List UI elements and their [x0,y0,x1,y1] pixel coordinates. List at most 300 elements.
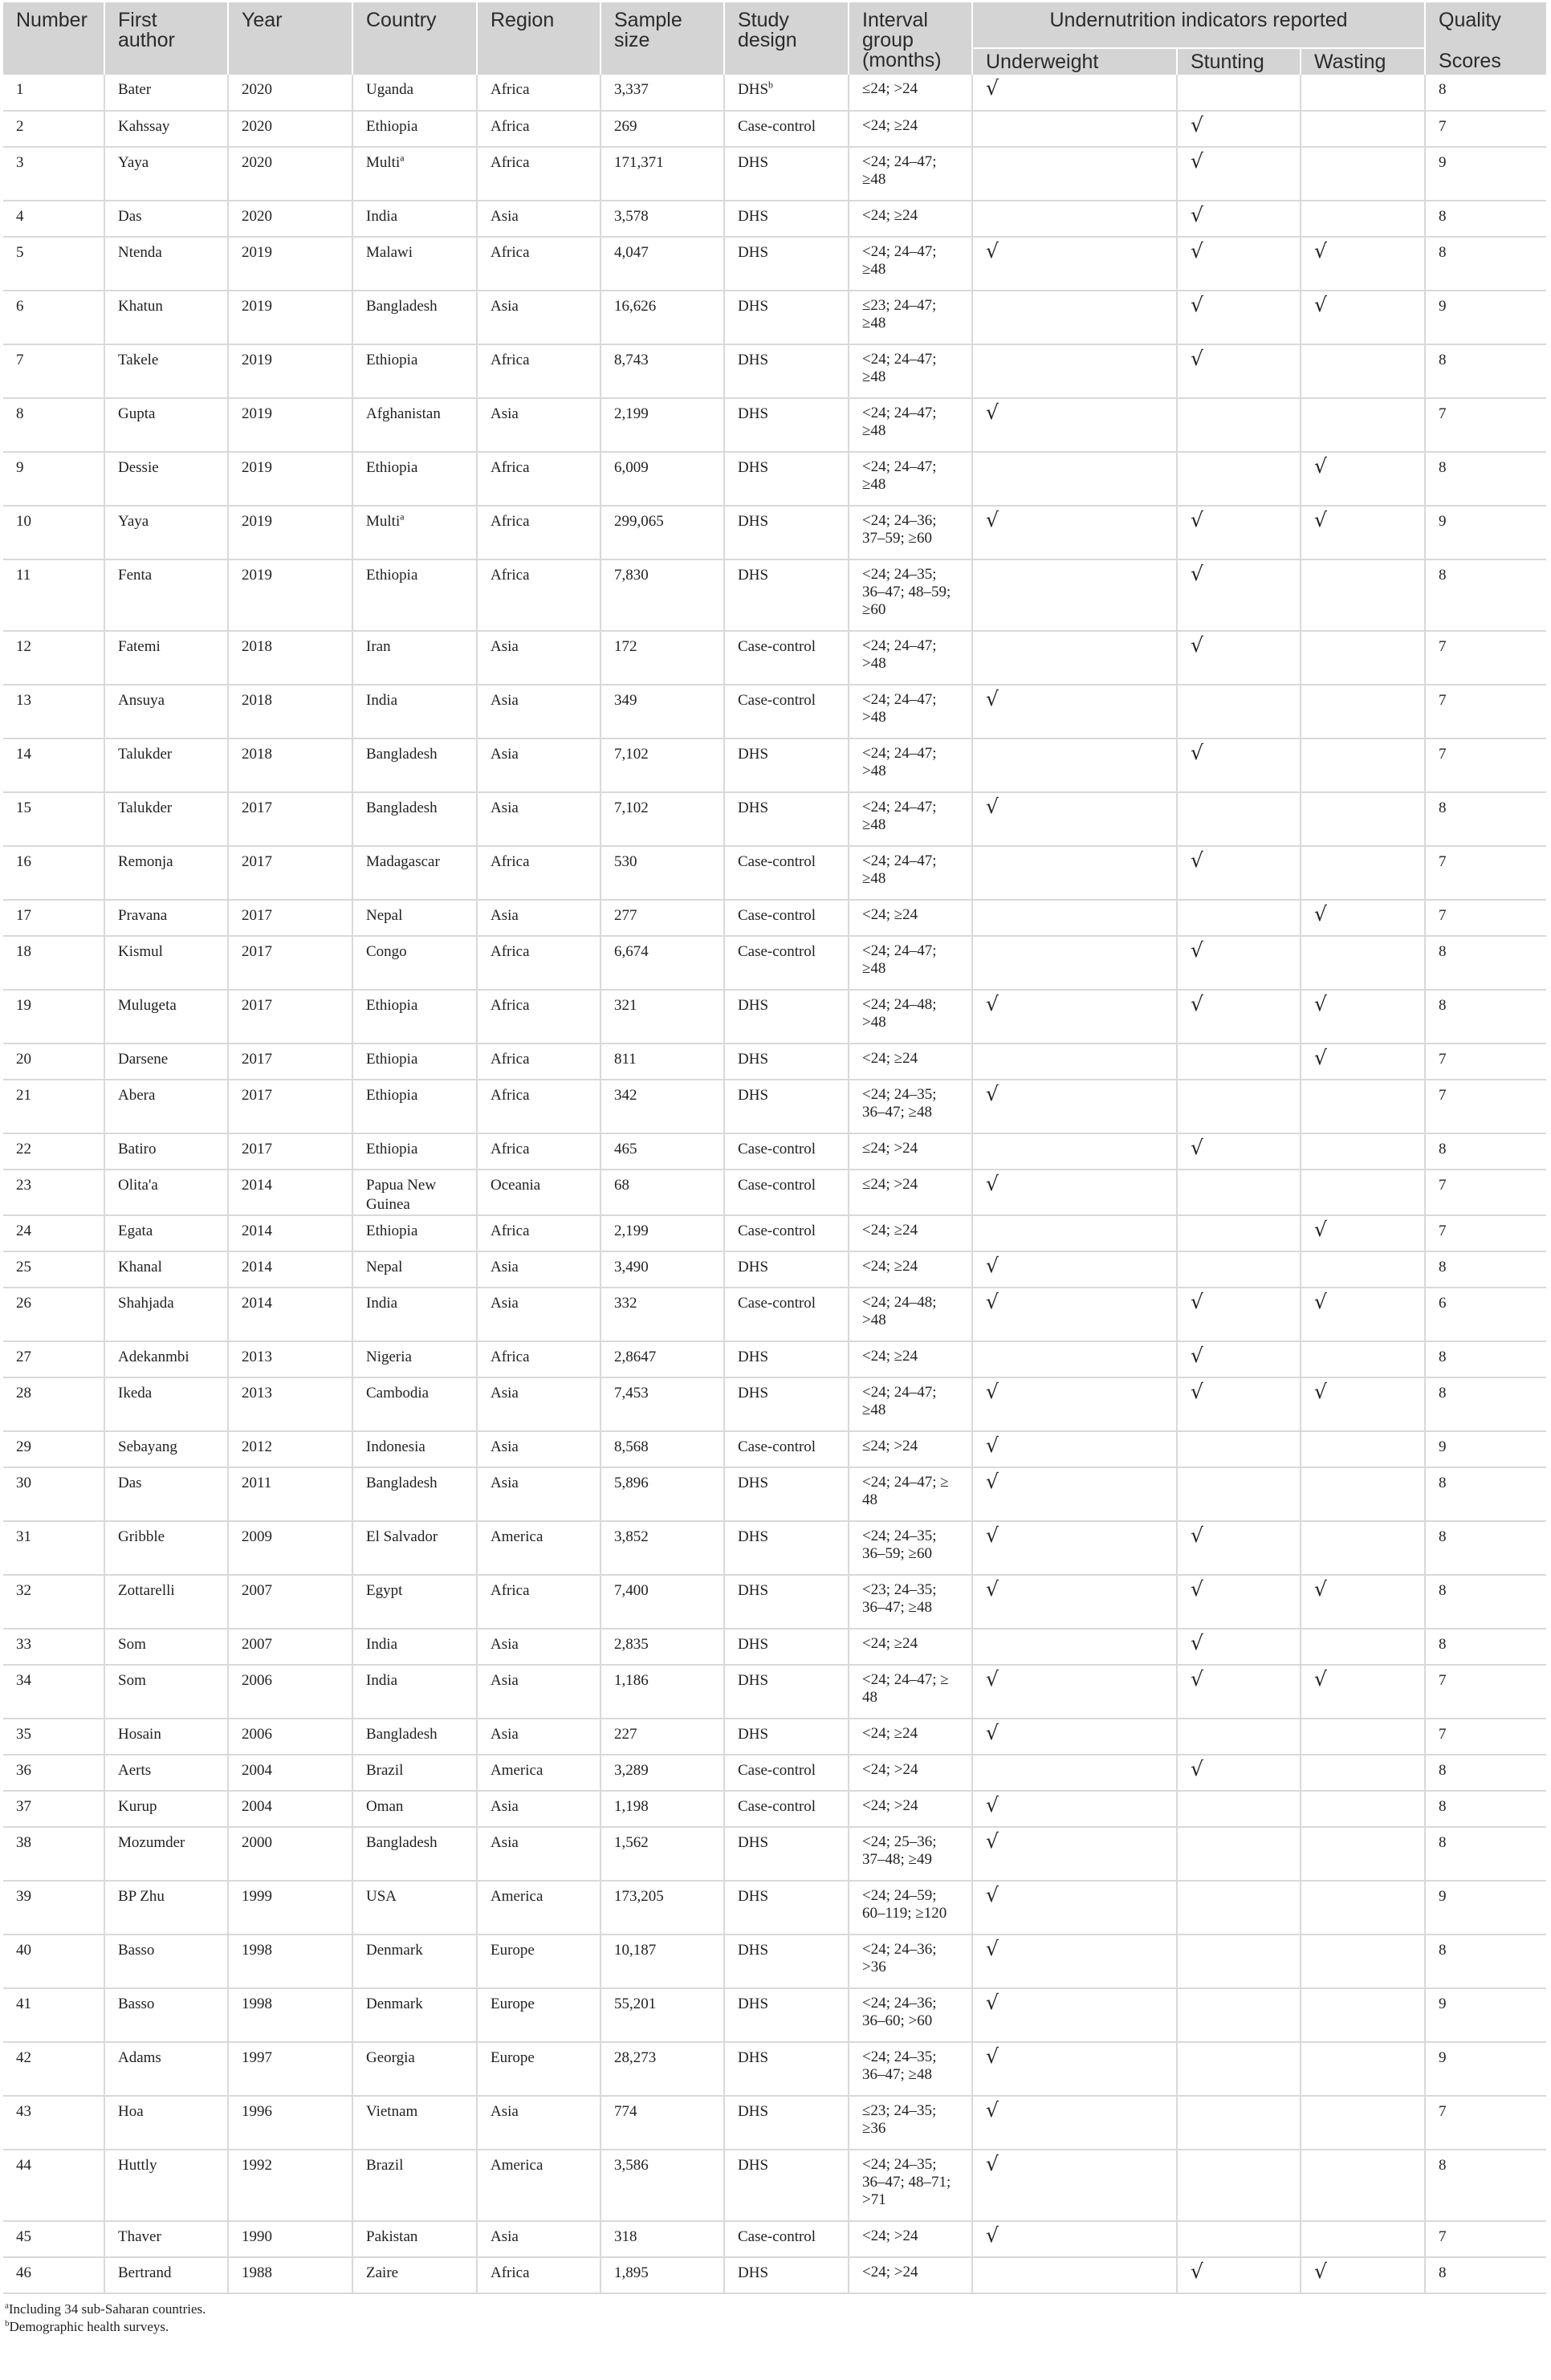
cell-country [352,398,477,452]
interval-line: <24; 24–35; [862,1086,937,1103]
header-year: Year [228,2,352,75]
cell-interval-group [849,559,972,631]
cell-year: 2000 [228,1827,352,1881]
cell-quality-score: 8 [1425,1629,1546,1665]
cell-study-design [724,1288,849,1341]
cell-first-author: Khanal [104,1251,228,1288]
interval-line: ≥48 [862,368,886,385]
cell-wasting [1301,2150,1425,2221]
cell-wasting [1301,685,1425,738]
cell-quality-score: 8 [1425,2150,1546,2221]
country-text: Georgia [366,2049,415,2066]
interval-line: <24; 24–47; [862,243,937,260]
cell-first-author: Bertrand [104,2257,228,2293]
check-mark-icon: √ [1191,1577,1203,1601]
cell-sample-size: 68 [600,1170,724,1215]
cell-first-author: Ntenda [104,237,228,291]
cell-interval-group [849,1215,972,1251]
cell-interval-group [849,147,972,201]
cell-year: 2006 [228,1719,352,1755]
check-mark-icon: √ [1191,1631,1203,1654]
cell-number: 46 [3,2257,104,2293]
cell-wasting [1301,1988,1425,2042]
check-mark-icon: √ [1191,239,1203,262]
cell-number: 35 [3,1719,104,1755]
check-mark-icon: √ [986,795,999,818]
check-mark-icon: √ [1191,1136,1203,1159]
footnote-mark: a [400,152,405,164]
cell-year: 2018 [228,631,352,685]
cell-wasting [1301,1080,1425,1133]
cell-sample-size: 173,205 [600,1881,724,1935]
cell-interval-group [849,1288,972,1341]
interval-line: <24; 24–47; [862,852,937,869]
cell-number: 5 [3,237,104,291]
country-text: Ethiopia [366,1141,418,1157]
cell-year: 2017 [228,1133,352,1170]
header-quality: Quality [1425,2,1546,48]
cell-quality-score: 7 [1425,1080,1546,1133]
cell-interval-group [849,1431,972,1467]
cell-number: 40 [3,1935,104,1988]
cell-quality-score: 7 [1425,900,1546,936]
country-text: Pakistan [366,2228,418,2245]
cell-sample-size: 6,009 [600,452,724,506]
cell-stunting [1177,2150,1301,2221]
design-text: DHS [738,1475,769,1491]
country-text: Bangladesh [366,799,438,816]
cell-underweight [972,75,1177,111]
cell-underweight [972,1133,1177,1170]
cell-region: Africa [477,1215,600,1251]
country-text: Denmark [366,1996,423,2012]
cell-first-author: Shahjada [104,1288,228,1341]
cell-region: Asia [477,1665,600,1719]
cell-wasting [1301,1288,1425,1341]
cell-wasting [1301,1377,1425,1431]
cell-region: Europe [477,1988,600,2042]
cell-wasting [1301,147,1425,201]
interval-line: <23; 24–35; [862,1581,937,1598]
cell-wasting [1301,1629,1425,1665]
cell-stunting [1177,452,1301,506]
cell-first-author: Kurup [104,1791,228,1827]
country-text: Ethiopia [366,997,418,1014]
cell-region: Asia [477,738,600,792]
interval-line: 37–59; ≥60 [862,530,932,547]
design-text: DHS [738,352,769,368]
cell-stunting [1177,1431,1301,1467]
country-text: Ethiopia [366,1223,418,1239]
cell-stunting [1177,738,1301,792]
table-row [3,559,1546,631]
table-row [3,398,1546,452]
header-country: Country [352,2,477,75]
cell-country [352,111,477,147]
interval-line: >48 [862,1014,886,1031]
cell-first-author: Aerts [104,1755,228,1791]
cell-study-design [724,506,849,559]
cell-stunting [1177,2257,1301,2293]
cell-first-author: Yaya [104,147,228,201]
cell-sample-size: 811 [600,1044,724,1080]
design-text: DHS [738,997,769,1014]
check-mark-icon: √ [986,1577,999,1601]
interval-line: <24; ≥24 [862,1258,918,1275]
cell-stunting [1177,1170,1301,1215]
cell-region: Asia [477,1629,600,1665]
cell-interval-group [849,1935,972,1988]
interval-line: <24; 24–47; [862,351,937,368]
interval-line: <24; 25–36; [862,1833,937,1850]
cell-interval-group [849,631,972,685]
table-row [3,1133,1546,1170]
cell-underweight [972,900,1177,936]
cell-sample-size: 55,201 [600,1988,724,2042]
cell-stunting [1177,2221,1301,2257]
cell-quality-score: 8 [1425,990,1546,1044]
check-mark-icon: √ [1314,1380,1327,1403]
design-text: DHS [738,1385,769,1402]
cell-underweight [972,685,1177,738]
design-text: Case-control [738,1177,816,1194]
table-row [3,506,1546,559]
cell-sample-size: 465 [600,1133,724,1170]
cell-stunting [1177,1988,1301,2042]
table-row [3,1215,1546,1251]
cell-study-design [724,631,849,685]
check-mark-icon: √ [1314,1218,1327,1241]
table-row [3,1170,1546,1215]
design-text: Case-control [738,118,816,135]
cell-number: 24 [3,1215,104,1251]
table-row [3,201,1546,237]
cell-year: 2014 [228,1170,352,1215]
cell-year: 1998 [228,1935,352,1988]
footnote-text: Including 34 sub-Saharan countries. [8,2301,206,2317]
cell-study-design [724,1988,849,2042]
interval-line: <24; 24–36; [862,1995,937,2012]
cell-number: 6 [3,291,104,344]
cell-region: Africa [477,846,600,900]
cell-year: 2020 [228,147,352,201]
interval-line: <24; 24–48; [862,1294,937,1311]
cell-region: Oceania [477,1170,600,1215]
cell-wasting [1301,452,1425,506]
interval-line: <24; >24 [862,1797,918,1814]
cell-number: 44 [3,2150,104,2221]
table-row [3,936,1546,990]
cell-region: Africa [477,75,600,111]
cell-interval-group [849,291,972,344]
cell-region: Asia [477,685,600,738]
cell-year: 1996 [228,2096,352,2150]
cell-interval-group [849,1881,972,1935]
cell-number: 14 [3,738,104,792]
cell-country [352,631,477,685]
cell-quality-score: 9 [1425,291,1546,344]
cell-quality-score: 8 [1425,1467,1546,1521]
header-undernutrition-indicators: Undernutrition indicators reported [972,2,1425,48]
check-mark-icon: √ [986,1524,999,1547]
cell-region: Africa [477,2257,600,2293]
cell-quality-score: 8 [1425,1377,1546,1431]
table-row [3,1080,1546,1133]
cell-first-author: Gribble [104,1521,228,1575]
cell-interval-group [849,2150,972,2221]
cell-wasting [1301,2096,1425,2150]
cell-number: 19 [3,990,104,1044]
table-row [3,1251,1546,1288]
interval-line: 36–59; ≥60 [862,1545,932,1562]
cell-interval-group [849,990,972,1044]
cell-stunting [1177,1881,1301,1935]
cell-number: 28 [3,1377,104,1431]
cell-underweight [972,990,1177,1044]
cell-underweight [972,1575,1177,1629]
interval-line: ≤24; >24 [862,1176,918,1193]
table-row [3,1044,1546,1080]
cell-sample-size: 6,674 [600,936,724,990]
country-text: Bangladesh [366,1834,438,1851]
table-row [3,1719,1546,1755]
interval-line: <24; ≥24 [862,906,918,923]
cell-country [352,685,477,738]
cell-year: 1998 [228,1988,352,2042]
cell-study-design [724,792,849,846]
cell-first-author: Basso [104,1988,228,2042]
cell-stunting [1177,1251,1301,1288]
cell-wasting [1301,1251,1425,1288]
cell-year: 2004 [228,1755,352,1791]
country-text: Ethiopia [366,459,418,476]
cell-study-design [724,1377,849,1431]
country-text: Cambodia [366,1385,429,1402]
cell-interval-group [849,1251,972,1288]
interval-line: ≥60 [862,601,886,618]
cell-study-design [724,1629,849,1665]
cell-country [352,1080,477,1133]
cell-interval-group [849,452,972,506]
cell-underweight [972,1377,1177,1431]
check-mark-icon: √ [1314,1577,1327,1601]
check-mark-icon: √ [986,992,999,1015]
cell-number: 39 [3,1881,104,1935]
country-text: USA [366,1888,397,1905]
cell-region: Asia [477,1827,600,1881]
country-text: Afghanistan [366,405,441,422]
cell-stunting [1177,201,1301,237]
interval-line: <24; ≥24 [862,1635,918,1652]
interval-line: 37–48; ≥49 [862,1851,932,1868]
cell-interval-group [849,1170,972,1215]
cell-sample-size: 16,626 [600,291,724,344]
cell-year: 2019 [228,506,352,559]
cell-wasting [1301,738,1425,792]
cell-year: 2017 [228,1044,352,1080]
cell-quality-score: 9 [1425,147,1546,201]
cell-interval-group [849,1575,972,1629]
cell-study-design [724,147,849,201]
cell-sample-size: 172 [600,631,724,685]
design-text: DHS [738,1349,769,1365]
interval-line: ≤24; >24 [862,1438,918,1454]
cell-stunting [1177,1080,1301,1133]
cell-wasting [1301,1665,1425,1719]
check-mark-icon: √ [986,1667,999,1690]
cell-quality-score: 9 [1425,1431,1546,1467]
cell-number: 4 [3,201,104,237]
table-row [3,1791,1546,1827]
country-text: India [366,208,398,225]
design-text: DHS [738,1888,769,1905]
cell-number: 27 [3,1341,104,1377]
design-text: DHS [738,154,769,171]
interval-line: <24; ≥24 [862,1050,918,1067]
country-text: Nepal [366,907,403,924]
cell-stunting [1177,2096,1301,2150]
country-text: India [366,1295,398,1312]
cell-region: Asia [477,201,600,237]
check-mark-icon: √ [1191,562,1203,585]
cell-number: 2 [3,111,104,147]
cell-interval-group [849,1629,972,1665]
cell-number: 32 [3,1575,104,1629]
cell-underweight [972,1935,1177,1988]
cell-country [352,1170,477,1215]
cell-quality-score: 7 [1425,1215,1546,1251]
cell-underweight [972,1170,1177,1215]
design-text: DHS [738,405,769,422]
country-text: Multi [366,154,401,171]
footnote [3,2318,1546,2336]
country-text: India [366,692,398,709]
header-stunting: Stunting [1177,48,1301,75]
table-row [3,900,1546,936]
cell-first-author: Yaya [104,506,228,559]
footnote-mark: a [400,511,405,523]
cell-year: 2017 [228,792,352,846]
cell-sample-size: 321 [600,990,724,1044]
check-mark-icon: √ [1191,1667,1203,1690]
cell-sample-size: 3,289 [600,1755,724,1791]
cell-year: 2019 [228,344,352,398]
cell-year: 2017 [228,900,352,936]
cell-sample-size: 4,047 [600,237,724,291]
cell-number: 1 [3,75,104,111]
cell-country [352,291,477,344]
cell-first-author: Olita'a [104,1170,228,1215]
interval-line: ≥48 [862,261,886,278]
cell-quality-score: 8 [1425,237,1546,291]
cell-quality-score: 7 [1425,111,1546,147]
cell-number: 33 [3,1629,104,1665]
interval-line: 36–47; 48–59; [862,584,951,600]
cell-underweight [972,1881,1177,1935]
interval-line: >48 [862,655,886,672]
cell-quality-score: 8 [1425,1251,1546,1288]
cell-country [352,559,477,631]
cell-wasting [1301,506,1425,559]
cell-interval-group [849,2221,972,2257]
interval-line: <24; 24–47; [862,153,937,170]
cell-underweight [972,1288,1177,1341]
table-row [3,291,1546,344]
interval-line: <24; ≥24 [862,1348,918,1365]
interval-line: <24; 24–47; [862,637,937,654]
cell-stunting [1177,147,1301,201]
cell-wasting [1301,1341,1425,1377]
cell-stunting [1177,75,1301,111]
cell-sample-size: 318 [600,2221,724,2257]
interval-line: <24; 24–47; ≥ [862,1474,949,1491]
cell-sample-size: 227 [600,1719,724,1755]
check-mark-icon: √ [1191,203,1203,226]
cell-region: Africa [477,506,600,559]
design-text: Case-control [738,1141,816,1157]
cell-study-design [724,1431,849,1467]
cell-country [352,1629,477,1665]
cell-study-design [724,936,849,990]
cell-first-author: Zottarelli [104,1575,228,1629]
cell-region: Asia [477,1467,600,1521]
cell-wasting [1301,201,1425,237]
cell-wasting [1301,1827,1425,1881]
interval-line: <24; 24–35; [862,2156,937,2173]
cell-sample-size: 774 [600,2096,724,2150]
check-mark-icon: √ [1191,293,1203,316]
cell-sample-size: 1,186 [600,1665,724,1719]
cell-country [352,237,477,291]
cell-sample-size: 1,562 [600,1827,724,1881]
cell-first-author: Ansuya [104,685,228,738]
cell-quality-score: 7 [1425,1170,1546,1215]
cell-interval-group [849,1467,972,1521]
cell-region: America [477,1755,600,1791]
cell-number: 10 [3,506,104,559]
cell-wasting [1301,1044,1425,1080]
cell-stunting [1177,1665,1301,1719]
cell-interval-group [849,237,972,291]
cell-first-author: Takele [104,344,228,398]
design-text: DHS [738,1636,769,1653]
table-row [3,1881,1546,1935]
cell-year: 1999 [228,1881,352,1935]
cell-interval-group [849,1341,972,1377]
cell-stunting [1177,111,1301,147]
cell-underweight [972,2221,1177,2257]
design-text: DHS [738,1942,769,1959]
cell-region: Africa [477,111,600,147]
cell-interval-group [849,1133,972,1170]
interval-line: 36–47; 48–71; [862,2174,951,2191]
cell-first-author: Dessie [104,452,228,506]
cell-country [352,1881,477,1935]
check-mark-icon: √ [1191,633,1203,657]
cell-study-design [724,2257,849,2293]
cell-interval-group [849,1755,972,1791]
cell-region: Europe [477,1935,600,1988]
interval-line: 48 [862,1689,877,1706]
cell-region: Africa [477,1575,600,1629]
cell-first-author: Basso [104,1935,228,1988]
cell-study-design [724,201,849,237]
cell-country [352,2257,477,2293]
design-text: DHS [738,208,769,225]
table-row [3,1665,1546,1719]
cell-study-design [724,1170,849,1215]
interval-line: <24; 24–47; [862,942,937,959]
